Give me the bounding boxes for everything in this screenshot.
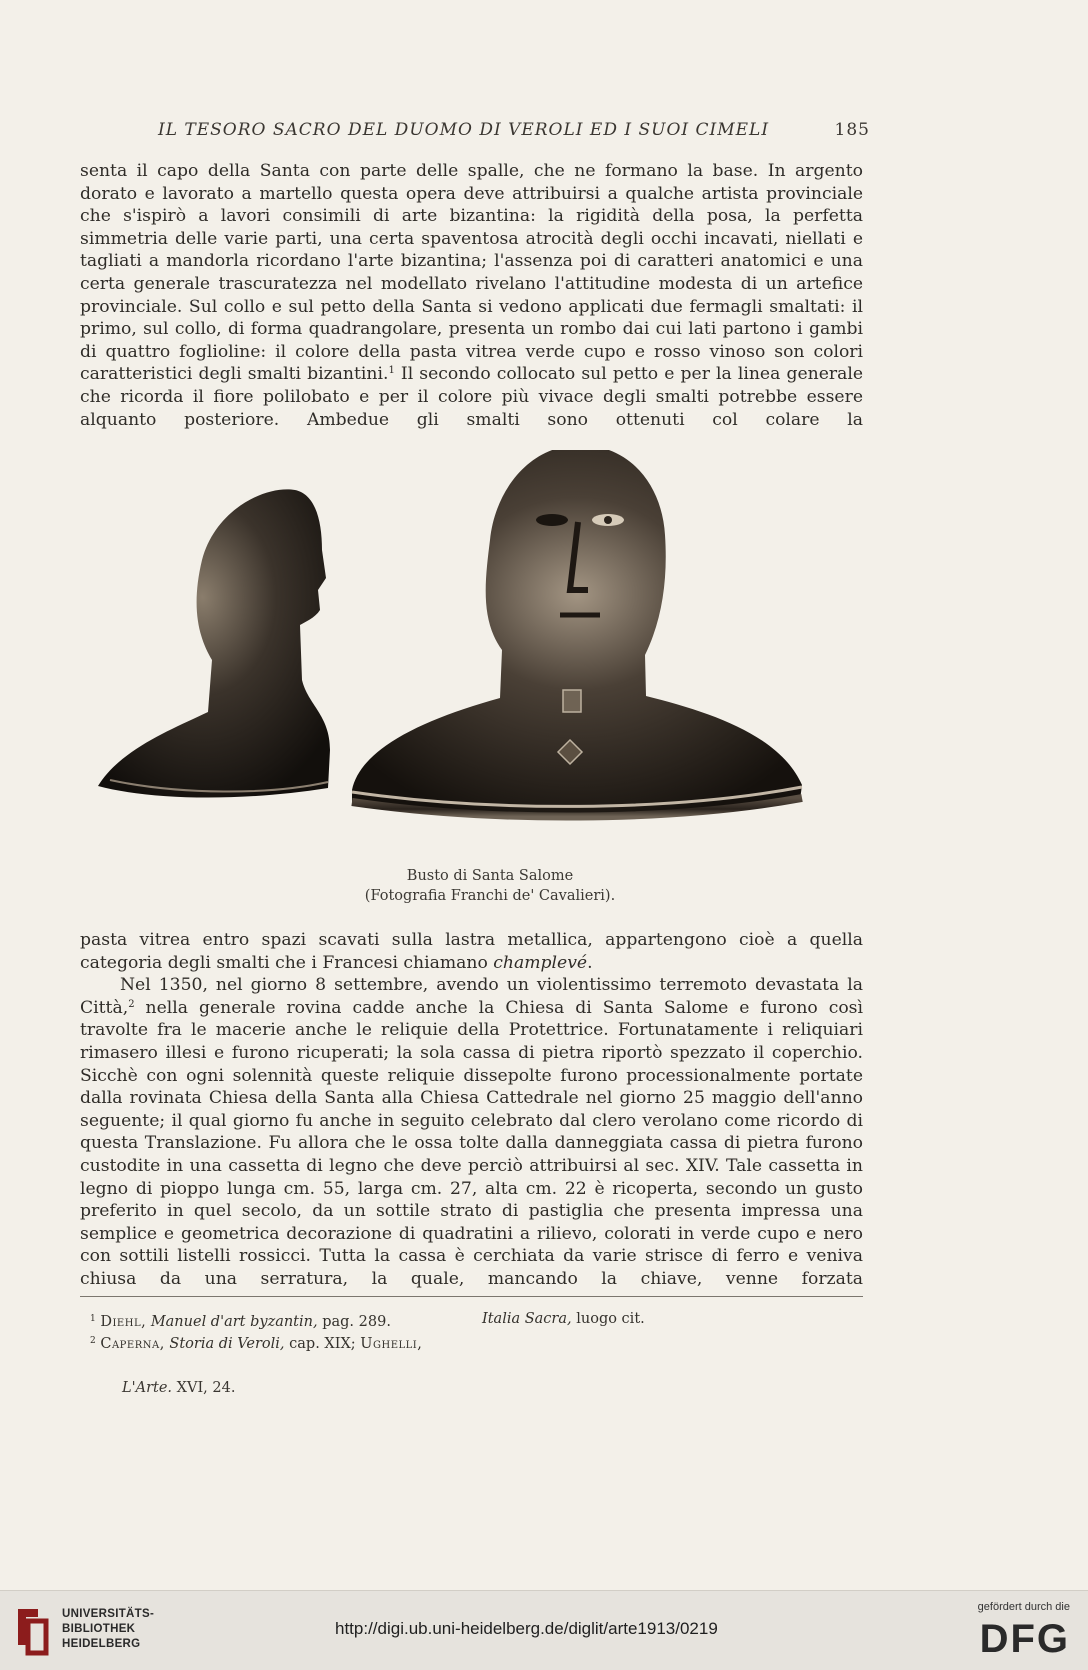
digitization-footer (0, 1590, 1088, 1670)
permalink-url[interactable]: http://digi.ub.uni-heidelberg.de/diglit/arte1913/0219 (335, 1619, 718, 1638)
paragraph: Nel 1350, nel giorno 8 settembre, avendo un violentissimo terremoto devastata la Città,$^2$ nella generale rovina cadde anche la Chiesa di Santa Salome e furono così travolte fra le macerie anche le reliquie della Protettrice. Fortunatamente i reliquiari rimasero illesi e furono ricuperati; la sola cassa di pietra riportò spezzato il coperchio. Sicchè con ogni solennità queste reliquie dissepolte furono processionalmente portate dalla rovinata Chiesa della Santa alla Chiesa Cattedrale nel giorno 25 maggio dell'anno seguente; il qual giorno fu anche in seguito celebrato dal clero verolano come ricordo di questa Translazione. Fu allora che le ossa tolte dalla danneggiata cassa di pietra furono custodite in una cassetta di legno che deve perciò attribuirsi al sec. XIV. Tale cassetta in legno di pioppo lunga cm. 55, larga cm. 27, alta cm. 22 è ricoperta, secondo un gusto preferito in quel secolo, da un sottile strato di pastiglia che presenta impressa una semplice e geometrica decorazione di quadratini a rilievo, colorati in verde cupo e nero con sottili listelli rossicci. Tutta la cassa è cerchiata da varie strisce di ferro e veniva chiusa da una serratura, la quale, mancando la chiave, venne forzata (80, 975, 863, 1289)
figure-caption (300, 866, 680, 906)
university-library-logo-icon (12, 1605, 52, 1657)
funded-by-label: gefördert durch die (977, 1601, 1070, 1613)
caption-line: Busto di Santa Salome (406, 868, 574, 884)
journal-signature: L'Arte. XVI, 24. (122, 1380, 236, 1396)
running-title: IL TESORO SACRO DEL DUOMO DI VEROLI ED I SUOI CIMELI (158, 120, 770, 140)
footnote-2: $^2$ Caperna, Storia di Veroli, cap. XIX; Ughelli, (90, 1336, 423, 1352)
paragraph: pasta vitrea entro spazi scavati sulla lastra metallica, appartengono cioè a quella categoria degli smalti che i Francesi chiamano champlevé. (80, 930, 863, 973)
footnote-rule (80, 1296, 863, 1297)
institution-name: UNIVERSITÄTS- BIBLIOTHEK HEIDELBERG (62, 1608, 155, 1650)
enamel-clasp-square (563, 690, 581, 712)
caption-credit: (Fotografia Franchi de' Cavalieri). (364, 888, 616, 904)
paragraph: senta il capo della Santa con parte delle spalle, che ne formano la base. In argento dorato e lavorato a martello questa opera deve attribuirsi a qualche artista provinciale che s'ispirò a lavori consimili di arte bizantina: la rigidità della posa, la perfetta simmetria delle varie parti, una certa spaventosa atrocità degli occhi incavati, niellati e tagliati a mandorla ricordano l'arte bizantina; l'assenza poi di caratteri anatomici e una certa generale trascuratezza nel modellato rivelano l'attitudine modesta di un artefice provinciale. Sul collo e sul petto della Santa si vedono applicati due fermagli smaltati: il primo, sul collo, di forma quadrangolare, presenta un rombo dai cui lati partono i gambi di quattro foglioline: il colore della pasta vitrea verde cupo e rosso vinoso son colori caratteristici degli smalti bizantini.$^1$ Il secondo collocato sul petto e per la linea generale che ricorda il fiore polilobato e per il colore più vivace degli smalti potrebbe essere alquanto posteriore. Ambedue gli smalti sono ottenuti col colare la (80, 161, 863, 430)
dfg-logo: DFG (979, 1617, 1070, 1661)
body-text-top (80, 160, 863, 431)
footnotes (90, 1308, 870, 1352)
page-number: 185 (834, 120, 870, 140)
bust-profile-view (98, 489, 330, 797)
bust-frontal-view (352, 450, 802, 817)
footnote-1: $^1$ Diehl, Manuel d'art byzantin, pag. 289. Italia Sacra, luogo cit. (90, 1311, 645, 1330)
body-text-bottom (80, 929, 863, 1291)
bust-photograph (90, 450, 870, 860)
footnote-ref[interactable]: 2 (128, 998, 135, 1010)
term-champleve: champlevé (493, 952, 588, 973)
footnote-ref[interactable]: 1 (388, 365, 395, 377)
